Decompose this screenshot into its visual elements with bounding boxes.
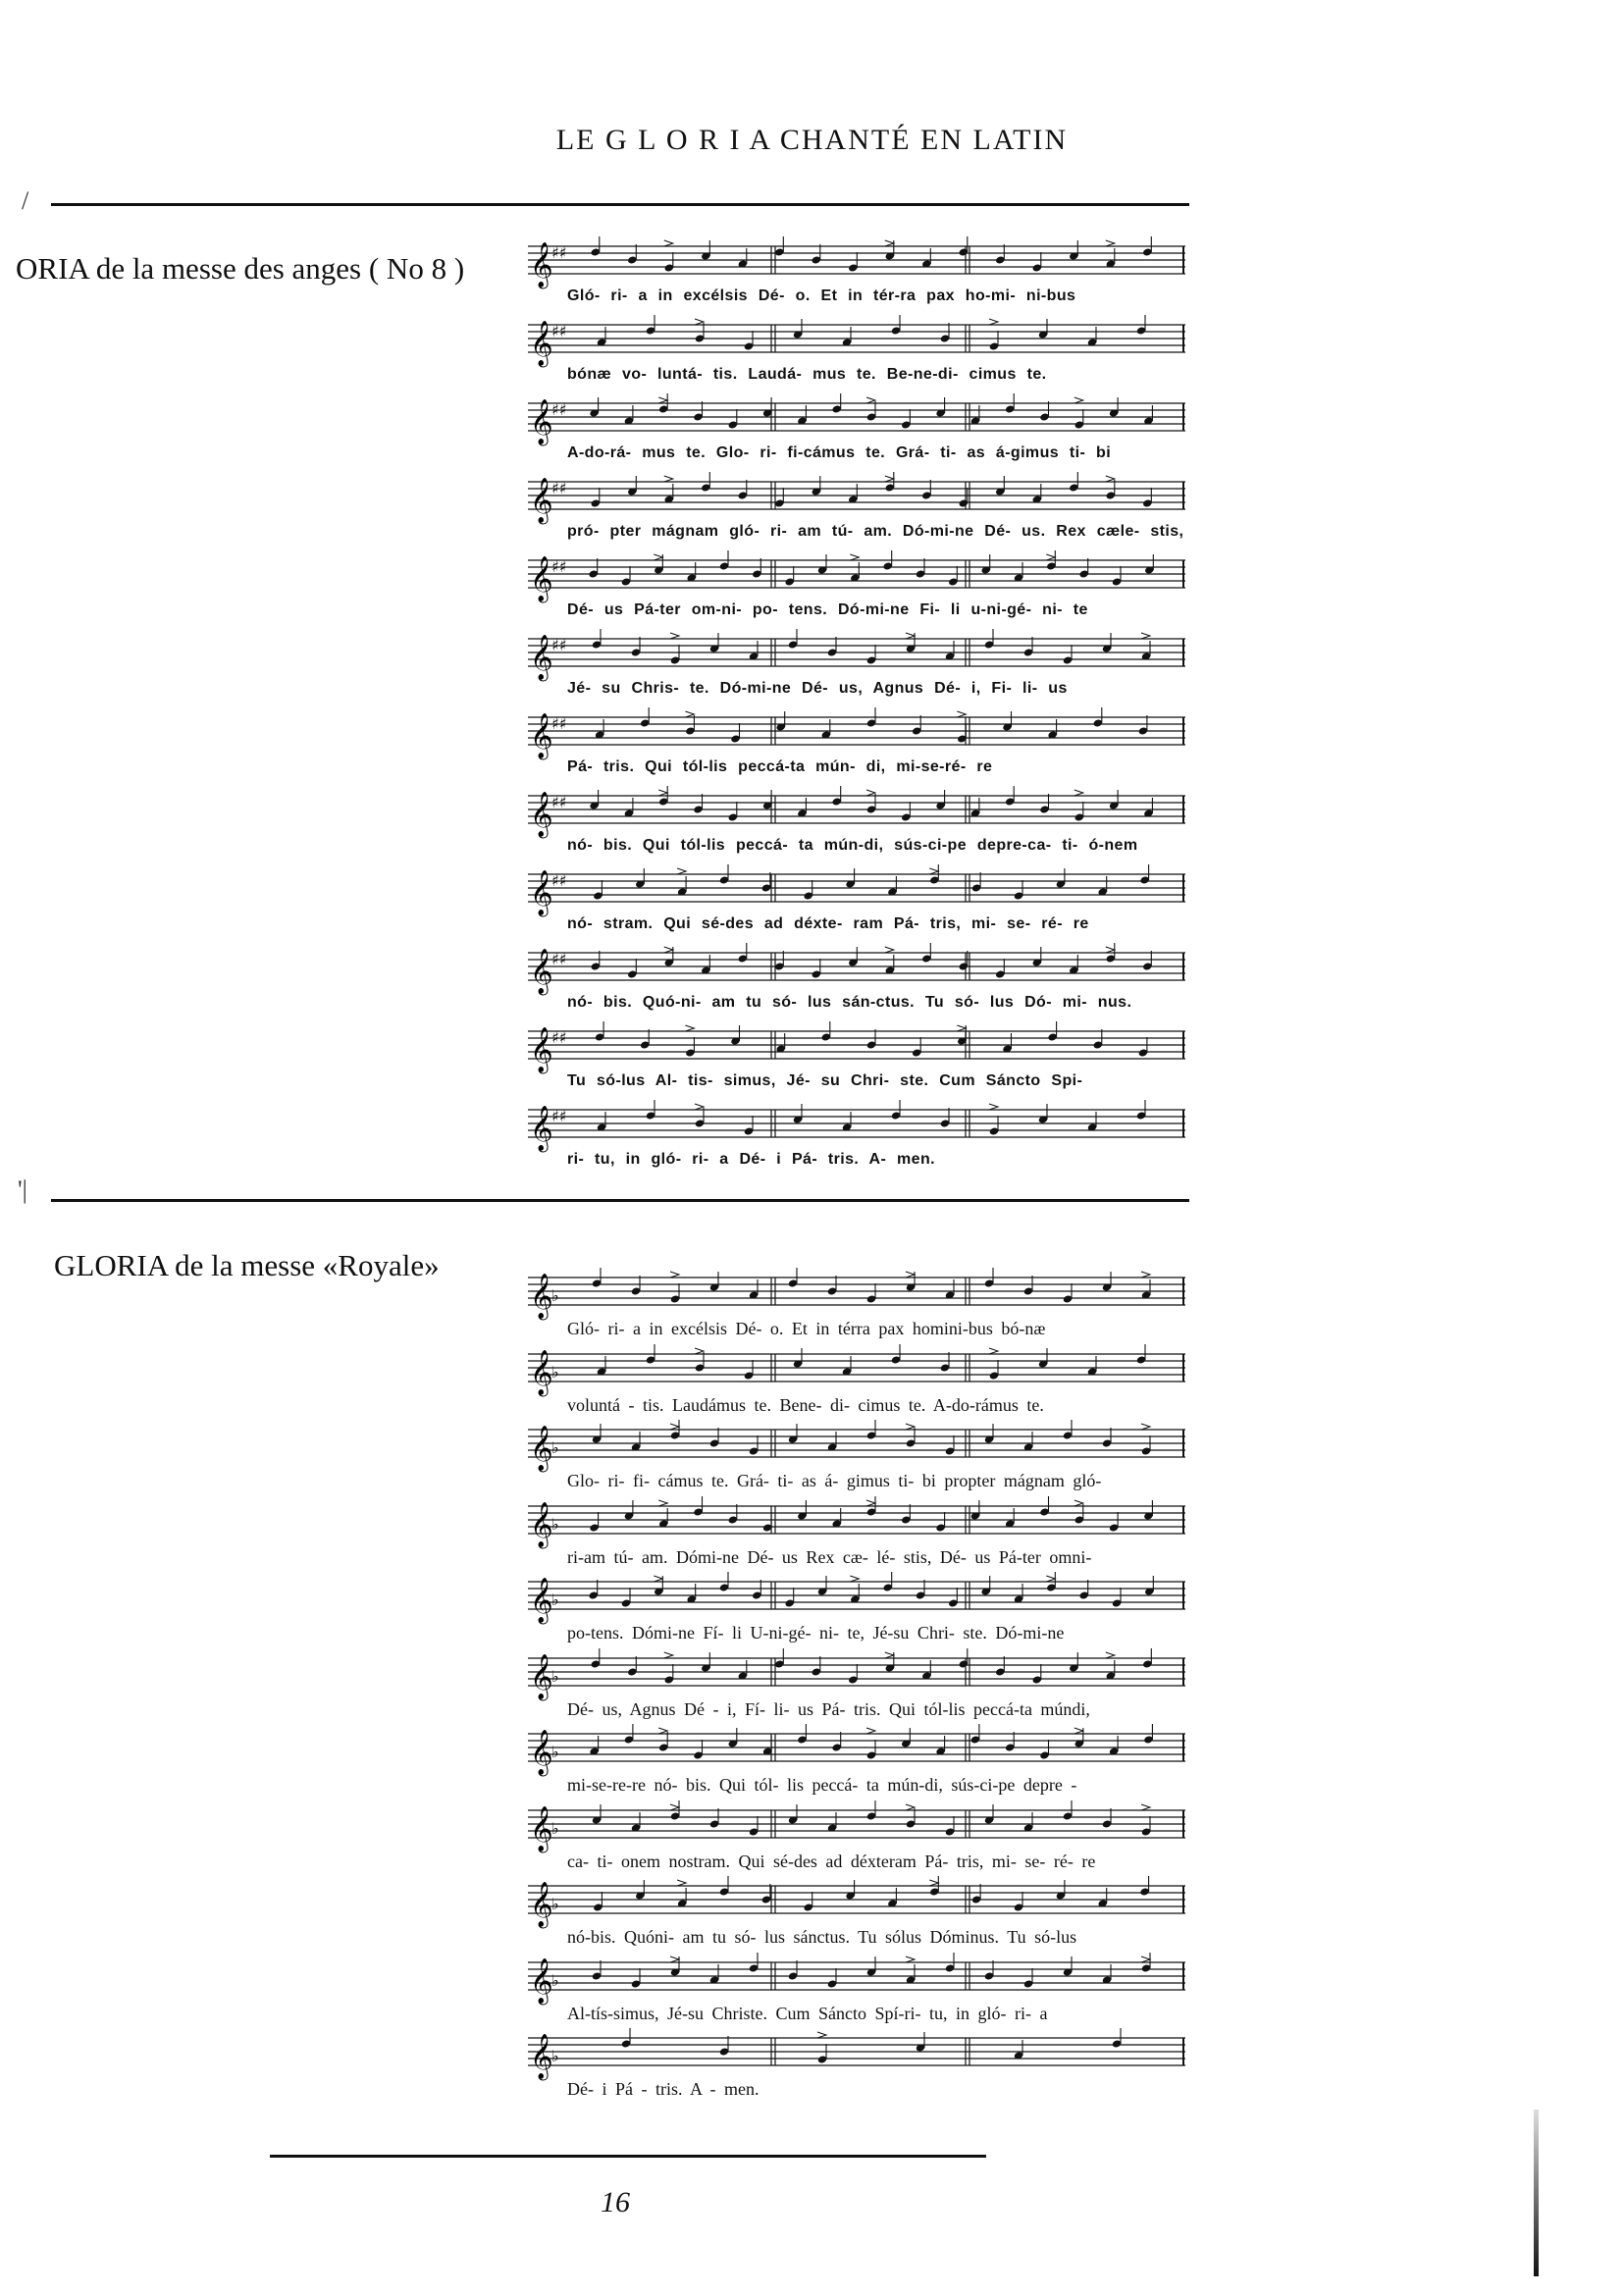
section1-heading: ORIA de la messe des anges ( No 8 ): [16, 251, 465, 286]
music-system: [528, 552, 1185, 631]
lyric-line: nó- bis. Quó-ni- am tu só- lus sán-ctus. Tu só- lus Dó- mi- nus.: [567, 994, 1132, 1011]
music-system: [528, 1802, 1185, 1881]
music-system: [528, 1498, 1185, 1577]
accent-mark: [989, 1348, 998, 1354]
accent-mark: [695, 1348, 704, 1354]
flat-icon: ♭: [551, 1591, 559, 1609]
treble-clef-icon: 𝄞: [530, 1349, 553, 1395]
lyric-line: Dé- i Pá - tris. A - men.: [567, 2079, 760, 2099]
staff: [528, 238, 1185, 287]
accent-mark: [658, 790, 667, 796]
lyric-line: nó- stram. Qui sé-des ad déxte- ram Pá- tris, mi- se- ré- re: [567, 915, 1089, 932]
music-system: [528, 1726, 1185, 1804]
staff: [528, 788, 1185, 837]
staff: [528, 1955, 1185, 2004]
accent-mark: [957, 711, 966, 717]
accent-mark: [658, 397, 667, 403]
treble-clef-icon: 𝄞: [530, 2034, 553, 2079]
flat-icon: ♭: [551, 1286, 559, 1305]
accent-mark: [1106, 1652, 1115, 1658]
accent-mark: [906, 1956, 915, 1962]
staff: [528, 1726, 1185, 1775]
lyric-line: ri-am tú- am. Dómi-ne Dé- us Rex cæ- lé- stis, Dé- us Pá-ter omni-: [567, 1546, 1092, 1567]
accent-mark: [677, 868, 686, 874]
staff: [528, 317, 1185, 366]
treble-clef-icon: 𝄞: [530, 556, 553, 601]
music-system: [528, 1023, 1185, 1102]
accent-mark: [664, 240, 673, 246]
accent-mark: [664, 1652, 673, 1658]
accent-mark: [1046, 1576, 1055, 1582]
accent-mark: [885, 240, 894, 246]
music-system: [528, 866, 1185, 945]
treble-clef-icon: 𝄞: [530, 792, 553, 837]
music-system: [528, 1955, 1185, 2033]
accent-mark: [1074, 397, 1083, 403]
staff: [528, 474, 1185, 523]
sharp-icon: ♯♯: [551, 793, 567, 811]
accent-mark: [670, 1956, 679, 1962]
music-system: [528, 2030, 1185, 2109]
accent-mark: [664, 947, 673, 953]
music-system: [528, 238, 1185, 317]
lyric-line: Glo- ri- fi- cámus te. Grá- ti- as á- gimus ti- bi propter mágnam gló-: [567, 1471, 1102, 1490]
sharp-icon: ♯♯: [551, 950, 567, 968]
accent-mark: [670, 1272, 679, 1278]
accent-mark: [906, 1272, 915, 1278]
treble-clef-icon: 𝄞: [530, 949, 553, 994]
accent-mark: [989, 319, 998, 325]
margin-mark: [1534, 2110, 1539, 2276]
accent-mark: [1106, 947, 1115, 953]
treble-clef-icon: 𝄞: [530, 478, 553, 523]
accent-mark: [1141, 1424, 1150, 1430]
accent-mark: [664, 476, 673, 482]
sharp-icon: ♯♯: [551, 322, 567, 340]
treble-clef-icon: 𝄞: [530, 1805, 553, 1852]
treble-clef-icon: 𝄞: [530, 1501, 553, 1547]
accent-mark: [817, 2032, 826, 2038]
lyric-line: voluntá - tis. Laudámus te. Bene- di- cimus te. A-do-rámus te.: [567, 1394, 1044, 1415]
staff: [528, 1650, 1185, 1699]
staff: [528, 2030, 1185, 2079]
accent-mark: [1141, 1956, 1150, 1962]
sharp-icon: ♯♯: [551, 400, 567, 419]
lyric-line: Tu só-lus Al- tis- simus, Jé- su Chri- ste. Cum Sáncto Spi-: [567, 1072, 1083, 1089]
music-system: [528, 317, 1185, 395]
sharp-icon: ♯♯: [551, 557, 567, 576]
treble-clef-icon: 𝄞: [530, 1578, 553, 1623]
music-system: [528, 474, 1185, 552]
lyric-line: Gló- ri- a in excélsis Dé- o. Et in térra pax homini-bus bó-næ: [567, 1319, 1046, 1338]
treble-clef-icon: 𝄞: [530, 1426, 553, 1471]
sharp-icon: ♯♯: [551, 1028, 567, 1047]
accent-mark: [1074, 1728, 1083, 1734]
accent-mark: [885, 476, 894, 482]
music-system: [528, 631, 1185, 709]
lyric-line: A-do-rá- mus te. Glo- ri- fi-cámus te. Grá- ti- as á-gimus ti- bi: [567, 444, 1112, 461]
accent-mark: [658, 1500, 667, 1506]
accent-mark: [695, 1104, 704, 1110]
accent-mark: [1141, 1272, 1150, 1278]
accent-mark: [658, 1728, 667, 1734]
margin-tick: /: [22, 186, 29, 215]
treble-clef-icon: 𝄞: [530, 870, 553, 915]
accent-mark: [685, 1025, 694, 1031]
accent-mark: [957, 1025, 966, 1031]
accent-mark: [1106, 476, 1115, 482]
flat-icon: ♭: [551, 1818, 559, 1838]
treble-clef-icon: 𝄞: [530, 1106, 553, 1151]
lyric-line: mi-se-re-re nó- bis. Qui tól- lis peccá- ta mún-di, sús-ci-pe depre -: [567, 1775, 1077, 1795]
lyric-line: nó- bis. Qui tól-lis peccá- ta mún-di, sús-ci-pe depre-ca- ti- ó-nem: [567, 837, 1138, 854]
flat-icon: ♭: [551, 1438, 559, 1457]
accent-mark: [906, 633, 915, 639]
flat-icon: ♭: [551, 2047, 559, 2065]
accent-mark: [929, 1880, 938, 1886]
music-system: [528, 1422, 1185, 1500]
accent-mark: [654, 1576, 662, 1582]
accent-mark: [654, 554, 662, 560]
sharp-icon: ♯♯: [551, 243, 567, 262]
lyric-line: Dé- us Pá-ter om-ni- po- tens. Dó-mi-ne Fi- li u-ni-gé- ni- te: [567, 601, 1088, 618]
music-system: [528, 395, 1185, 474]
music-system: [528, 945, 1185, 1023]
treble-clef-icon: 𝄞: [530, 1882, 553, 1927]
lyric-line: Jé- su Chris- te. Dó-mi-ne Dé- us, Agnus Dé- i, Fi- li- us: [567, 680, 1068, 697]
staff: [528, 709, 1185, 758]
music-system: [528, 1650, 1185, 1729]
accent-mark: [1141, 633, 1150, 639]
lyric-line: nó-bis. Quóni- am tu só- lus sánctus. Tu sólus Dóminus. Tu só-lus: [567, 1927, 1077, 1947]
accent-mark: [670, 1804, 679, 1810]
treble-clef-icon: 𝄞: [530, 1730, 553, 1775]
music-system: [528, 1878, 1185, 1956]
treble-clef-icon: 𝄞: [530, 1027, 553, 1072]
accent-mark: [885, 947, 894, 953]
sharp-icon: ♯♯: [551, 714, 567, 733]
staff: [528, 1878, 1185, 1927]
treble-clef-icon: 𝄞: [530, 242, 553, 287]
accent-mark: [695, 319, 704, 325]
accent-mark: [1074, 790, 1083, 796]
treble-clef-icon: 𝄞: [530, 321, 553, 366]
accent-mark: [1046, 554, 1055, 560]
lyric-line: ri- tu, in gló- ri- a Dé- i Pá- tris. A- men.: [567, 1151, 935, 1168]
music-system: [528, 1574, 1185, 1652]
staff: [528, 945, 1185, 994]
flat-icon: ♭: [551, 1895, 559, 1913]
sharp-icon: ♯♯: [551, 1107, 567, 1125]
treble-clef-icon: 𝄞: [530, 713, 553, 758]
lyric-line: Pá- tris. Qui tól-lis peccá-ta mún- di, mi-se-ré- re: [567, 758, 993, 775]
flat-icon: ♭: [551, 1362, 559, 1382]
accent-mark: [989, 1104, 998, 1110]
treble-clef-icon: 𝄞: [530, 1274, 553, 1319]
section-rule-middle: [51, 1199, 1189, 1202]
lyric-line: ca- ti- onem nostram. Qui sé-des ad déxteram Pá- tris, mi- se- ré- re: [567, 1851, 1096, 1871]
lyric-line: pró- pter mágnam gló- ri- am tú- am. Dó-mi-ne Dé- us. Rex cæle- stis,: [567, 523, 1184, 540]
accent-mark: [866, 397, 875, 403]
staff: [528, 395, 1185, 444]
sharp-icon: ♯♯: [551, 871, 567, 890]
lyric-line: Al-tís-simus, Jé-su Christe. Cum Sáncto Spí-ri- tu, in gló- ri- a: [567, 2003, 1048, 2023]
page-title: LE G L O R I A CHANTÉ EN LATIN: [555, 124, 1069, 156]
accent-mark: [685, 711, 694, 717]
staff: [528, 1102, 1185, 1151]
section-rule-top: [51, 203, 1189, 206]
flat-icon: ♭: [551, 1514, 559, 1534]
staff: [528, 1346, 1185, 1395]
section2-heading: GLORIA de la messe «Royale»: [54, 1248, 440, 1282]
staff: [528, 1498, 1185, 1547]
treble-clef-icon: 𝄞: [530, 635, 553, 680]
music-system: [528, 709, 1185, 788]
accent-mark: [850, 1576, 859, 1582]
accent-mark: [670, 633, 679, 639]
accent-mark: [906, 1804, 915, 1810]
page-number: 16: [601, 2186, 630, 2218]
music-system: [528, 1346, 1185, 1425]
staff: [528, 552, 1185, 601]
margin-tick: '|: [18, 1175, 27, 1204]
flat-icon: ♭: [551, 1666, 559, 1686]
treble-clef-icon: 𝄞: [530, 399, 553, 444]
staff: [528, 1574, 1185, 1623]
accent-mark: [850, 554, 859, 560]
footer-rule: [270, 2155, 986, 2158]
flat-icon: ♭: [551, 1743, 559, 1761]
accent-mark: [866, 1728, 875, 1734]
sharp-icon: ♯♯: [551, 636, 567, 654]
lyric-line: Gló- ri- a in excélsis Dé- o. Et in tér-ra pax ho-mi- ni-bus: [567, 287, 1076, 304]
sharp-icon: ♯♯: [551, 479, 567, 497]
flat-icon: ♭: [551, 1970, 559, 1990]
lyric-line: po-tens. Dómi-ne Fí- li U-ni-gé- ni- te, Jé-su Chri- ste. Dó-mi-ne: [567, 1623, 1065, 1643]
music-system: [528, 1270, 1185, 1348]
accent-mark: [670, 1424, 679, 1430]
accent-mark: [1141, 1804, 1150, 1810]
accent-mark: [885, 1652, 894, 1658]
lyric-line: Dé- us, Agnus Dé - i, Fí- li- us Pá- tris. Qui tól-lis peccá-ta múndi,: [567, 1698, 1090, 1719]
staff: [528, 631, 1185, 680]
accent-mark: [1106, 240, 1115, 246]
accent-mark: [866, 1500, 875, 1506]
accent-mark: [866, 790, 875, 796]
lyric-line: bónæ vo- luntá- tis. Laudá- mus te. Be-ne-di- cimus te.: [567, 366, 1047, 383]
staff: [528, 1422, 1185, 1471]
treble-clef-icon: 𝄞: [530, 1957, 553, 2004]
music-system: [528, 1102, 1185, 1180]
staff: [528, 1023, 1185, 1072]
treble-clef-icon: 𝄞: [530, 1653, 553, 1699]
music-system: [528, 788, 1185, 866]
accent-mark: [929, 868, 938, 874]
accent-mark: [906, 1424, 915, 1430]
accent-mark: [677, 1880, 686, 1886]
staff: [528, 1270, 1185, 1319]
staff: [528, 1802, 1185, 1852]
staff: [528, 866, 1185, 915]
accent-mark: [1074, 1500, 1083, 1506]
